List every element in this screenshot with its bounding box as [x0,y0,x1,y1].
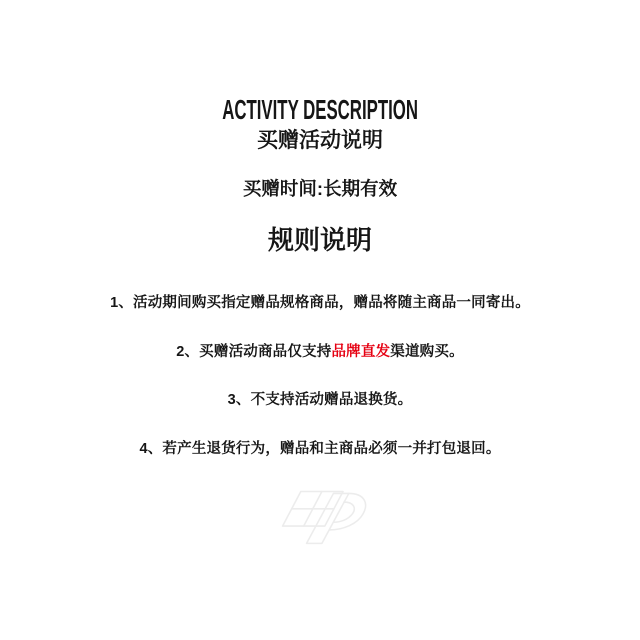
rules-heading: 规则说明 [267,225,372,255]
rule-4-text: 4、若产生退货行为，赠品和主商品必须一并打包退回。 [139,441,501,457]
gift-period-text: 买赠时间:长期有效 [242,178,398,199]
rule-3-text: 3、不支持活动赠品退换货。 [227,392,413,408]
brand-logo-watermark-icon [272,486,368,570]
rule-item-1 [0,293,640,313]
rule-2-text: 2、买赠活动商品仅支持 [176,344,332,360]
rule-2-highlight: 品牌直发 [331,344,391,360]
page-title-en [0,96,640,124]
page-title-en-text: ACTIVITY DESCRIPTION [222,94,418,125]
page-title-zh: 买赠活动说明 [257,129,383,152]
rule-item-3 [0,390,640,410]
rule-2-suffix: 渠道购买。 [390,344,464,360]
rule-item-2 [0,342,640,362]
rule-1-text: 1、活动期间购买指定赠品规格商品，赠品将随主商品一同寄出。 [110,295,530,311]
rule-item-4 [0,439,640,459]
